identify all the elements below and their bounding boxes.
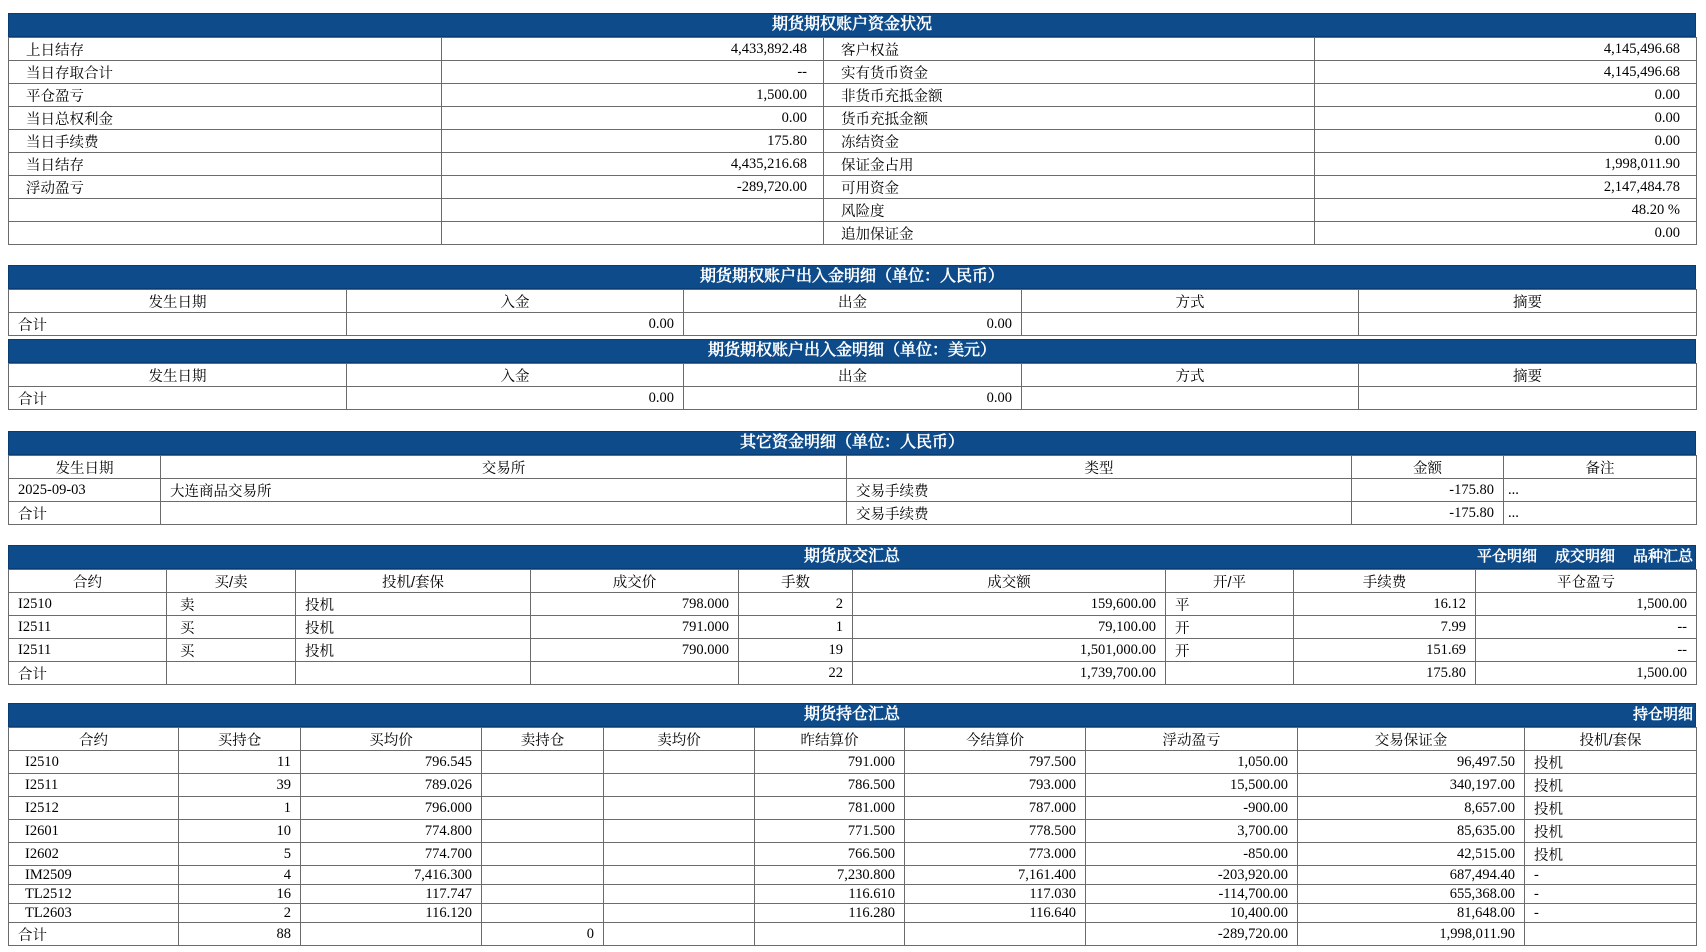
cell-contract: I2512	[9, 797, 179, 820]
cell-left-value: 1,500.00	[442, 84, 824, 107]
cell-right-value: 0.00	[1315, 84, 1697, 107]
position-summary-section	[8, 703, 1696, 946]
other-funds-title-bar	[8, 431, 1696, 455]
table-row	[9, 797, 1697, 820]
deposit-cny-title-bar	[8, 265, 1696, 289]
deposit-usd-title: 期货期权账户出入金明细（单位：美元）	[707, 342, 996, 359]
cell-spec-hedge: 投机	[1525, 820, 1697, 843]
cell-floating-pnl: -850.00	[1086, 843, 1298, 866]
other-funds-table	[8, 455, 1697, 525]
cell-buy-avg-price: 7,416.300	[301, 866, 482, 885]
deposit-usd-title-bar	[8, 339, 1696, 363]
column-header-row	[9, 456, 1697, 479]
deposit-usd-table	[8, 363, 1697, 410]
account-status-section	[8, 13, 1696, 245]
cell-contract: I2511	[9, 639, 167, 662]
column-header-sell-avg-price: 卖均价	[604, 728, 755, 751]
cell-close-pnl: 1,500.00	[1476, 662, 1697, 685]
column-header-summary: 摘要	[1359, 364, 1697, 387]
cell-left-label: 上日结存	[9, 38, 442, 61]
cell-spec-hedge	[1525, 923, 1697, 946]
table-row	[9, 904, 1697, 923]
cell-prev-settle: 116.280	[755, 904, 905, 923]
cell-sell-avg-price	[604, 923, 755, 946]
trade-detail-link[interactable]: 成交明细	[1554, 548, 1615, 565]
cell-fee: 16.12	[1294, 593, 1476, 616]
cell-floating-pnl: 10,400.00	[1086, 904, 1298, 923]
cell-prev-settle: 116.610	[755, 885, 905, 904]
cell-buy-sell	[167, 662, 296, 685]
column-header-date: 发生日期	[9, 290, 347, 313]
account-status-title: 期货期权账户资金状况	[771, 16, 932, 33]
cell-sell-position	[482, 904, 604, 923]
cell-today-settle: 793.000	[905, 774, 1086, 797]
cell-margin: 340,197.00	[1298, 774, 1525, 797]
cell-amount: -175.80	[1352, 479, 1504, 502]
cell-date: 2025-09-03	[9, 479, 161, 502]
cell-lots: 2	[739, 593, 853, 616]
column-header-lots: 手数	[739, 570, 853, 593]
cell-floating-pnl: 15,500.00	[1086, 774, 1298, 797]
cell-buy-avg-price: 774.800	[301, 820, 482, 843]
cell-sell-avg-price	[604, 797, 755, 820]
cell-spec-hedge: 投机	[1525, 797, 1697, 820]
trade-summary-links	[1459, 546, 1693, 568]
cell-buy-sell: 买	[167, 616, 296, 639]
cell-turnover: 1,739,700.00	[853, 662, 1166, 685]
cell-lots: 1	[739, 616, 853, 639]
cell-type: 交易手续费	[847, 502, 1352, 525]
cell-right-value: 48.20 %	[1315, 199, 1697, 222]
cell-right-value: 0.00	[1315, 130, 1697, 153]
column-header-date: 发生日期	[9, 364, 347, 387]
cell-sell-avg-price	[604, 820, 755, 843]
deposit-cny-table	[8, 289, 1697, 336]
cell-date: 合计	[9, 313, 347, 336]
cell-today-settle: 7,161.400	[905, 866, 1086, 885]
cell-buy-position: 11	[179, 751, 301, 774]
cell-lots: 19	[739, 639, 853, 662]
cell-sell-avg-price	[604, 843, 755, 866]
table-row	[9, 774, 1697, 797]
cell-left-label: 当日总权利金	[9, 107, 442, 130]
cell-left-value: 4,433,892.48	[442, 38, 824, 61]
cell-date: 合计	[9, 387, 347, 410]
cell-prev-settle	[755, 923, 905, 946]
column-header-buy-sell: 买/卖	[167, 570, 296, 593]
cell-buy-avg-price: 774.700	[301, 843, 482, 866]
table-row	[9, 751, 1697, 774]
cell-buy-position: 2	[179, 904, 301, 923]
cell-left-label: 当日结存	[9, 153, 442, 176]
cell-buy-avg-price	[301, 923, 482, 946]
cell-buy-avg-price: 789.026	[301, 774, 482, 797]
column-header-deposit: 入金	[347, 364, 684, 387]
cell-fee: 175.80	[1294, 662, 1476, 685]
cell-right-label: 追加保证金	[824, 222, 1315, 245]
column-header-turnover: 成交额	[853, 570, 1166, 593]
cell-open-close: 开	[1166, 616, 1294, 639]
close-position-detail-link[interactable]: 平仓明细	[1476, 548, 1537, 565]
cell-contract: TL2603	[9, 904, 179, 923]
cell-margin: 81,648.00	[1298, 904, 1525, 923]
cell-sell-position	[482, 820, 604, 843]
table-row	[9, 38, 1697, 61]
table-body	[9, 456, 1697, 525]
total-row	[9, 662, 1697, 685]
table-body	[9, 290, 1697, 336]
table-body	[9, 364, 1697, 410]
cell-right-label: 可用资金	[824, 176, 1315, 199]
cell-buy-avg-price: 117.747	[301, 885, 482, 904]
cell-margin: 96,497.50	[1298, 751, 1525, 774]
column-header-summary: 摘要	[1359, 290, 1697, 313]
cell-today-settle: 773.000	[905, 843, 1086, 866]
total-row	[9, 502, 1697, 525]
column-header-row	[9, 290, 1697, 313]
cell-spec-hedge: 投机	[1525, 843, 1697, 866]
cell-floating-pnl: -289,720.00	[1086, 923, 1298, 946]
cell-right-value: 0.00	[1315, 107, 1697, 130]
cell-right-value: 4,145,496.68	[1315, 61, 1697, 84]
cell-summary	[1359, 387, 1697, 410]
cell-left-label: 当日存取合计	[9, 61, 442, 84]
cell-sell-position	[482, 885, 604, 904]
column-header-exchange: 交易所	[161, 456, 847, 479]
cell-open-close	[1166, 662, 1294, 685]
column-header-withdrawal: 出金	[684, 364, 1022, 387]
cell-margin: 42,515.00	[1298, 843, 1525, 866]
table-row	[9, 153, 1697, 176]
position-summary-title-bar	[8, 703, 1696, 727]
cell-fee: 151.69	[1294, 639, 1476, 662]
column-header-amount: 金额	[1352, 456, 1504, 479]
cell-price: 791.000	[531, 616, 739, 639]
column-header-price: 成交价	[531, 570, 739, 593]
trade-summary-title: 期货成交汇总	[803, 548, 900, 565]
cell-contract: I2510	[9, 751, 179, 774]
table-body	[9, 728, 1697, 946]
column-header-today-settle: 今结算价	[905, 728, 1086, 751]
cell-buy-position: 88	[179, 923, 301, 946]
cell-right-label: 风险度	[824, 199, 1315, 222]
cell-contract: I2602	[9, 843, 179, 866]
cell-floating-pnl: -203,920.00	[1086, 866, 1298, 885]
table-row	[9, 222, 1697, 245]
cell-close-pnl: --	[1476, 639, 1697, 662]
deposit-usd-section	[8, 339, 1696, 410]
table-row	[9, 130, 1697, 153]
cell-today-settle: 797.500	[905, 751, 1086, 774]
cell-left-label	[9, 222, 442, 245]
product-summary-link[interactable]: 品种汇总	[1632, 548, 1693, 565]
column-header-floating-pnl: 浮动盈亏	[1086, 728, 1298, 751]
cell-prev-settle: 786.500	[755, 774, 905, 797]
cell-spec-hedge: -	[1525, 904, 1697, 923]
table-row	[9, 107, 1697, 130]
cell-contract: 合计	[9, 923, 179, 946]
cell-sell-position	[482, 751, 604, 774]
trade-summary-section	[8, 545, 1696, 685]
column-header-row	[9, 364, 1697, 387]
cell-buy-position: 16	[179, 885, 301, 904]
cell-right-label: 实有货币资金	[824, 61, 1315, 84]
cell-remark: ...	[1504, 502, 1697, 525]
cell-withdrawal: 0.00	[684, 387, 1022, 410]
table-row	[9, 885, 1697, 904]
cell-deposit: 0.00	[347, 387, 684, 410]
cell-sell-avg-price	[604, 751, 755, 774]
table-row	[9, 639, 1697, 662]
cell-left-label	[9, 199, 442, 222]
cell-buy-sell: 卖	[167, 593, 296, 616]
other-funds-section	[8, 431, 1696, 525]
cell-left-value: 4,435,216.68	[442, 153, 824, 176]
cell-contract: I2511	[9, 616, 167, 639]
cell-left-value	[442, 222, 824, 245]
cell-buy-position: 4	[179, 866, 301, 885]
cell-sell-avg-price	[604, 774, 755, 797]
total-row	[9, 923, 1697, 946]
cell-floating-pnl: 3,700.00	[1086, 820, 1298, 843]
cell-contract: 合计	[9, 662, 167, 685]
cell-turnover: 79,100.00	[853, 616, 1166, 639]
cell-prev-settle: 771.500	[755, 820, 905, 843]
table-row	[9, 84, 1697, 107]
cell-turnover: 1,501,000.00	[853, 639, 1166, 662]
position-summary-title: 期货持仓汇总	[803, 706, 900, 723]
cell-right-value: 0.00	[1315, 222, 1697, 245]
cell-margin: 655,368.00	[1298, 885, 1525, 904]
column-header-remark: 备注	[1504, 456, 1697, 479]
cell-sell-avg-price	[604, 904, 755, 923]
cell-right-label: 客户权益	[824, 38, 1315, 61]
cell-spec-hedge: 投机	[1525, 774, 1697, 797]
table-row	[9, 479, 1697, 502]
cell-margin: 687,494.40	[1298, 866, 1525, 885]
cell-floating-pnl: -900.00	[1086, 797, 1298, 820]
cell-today-settle: 116.640	[905, 904, 1086, 923]
cell-summary	[1359, 313, 1697, 336]
column-header-row	[9, 728, 1697, 751]
cell-contract: I2511	[9, 774, 179, 797]
cell-left-label: 平仓盈亏	[9, 84, 442, 107]
cell-spec-hedge: 投机	[296, 616, 531, 639]
column-header-withdrawal: 出金	[684, 290, 1022, 313]
cell-prev-settle: 766.500	[755, 843, 905, 866]
cell-buy-position: 1	[179, 797, 301, 820]
cell-floating-pnl: 1,050.00	[1086, 751, 1298, 774]
cell-margin: 85,635.00	[1298, 820, 1525, 843]
cell-exchange	[161, 502, 847, 525]
cell-price: 798.000	[531, 593, 739, 616]
column-header-deposit: 入金	[347, 290, 684, 313]
cell-open-close: 平	[1166, 593, 1294, 616]
cell-right-label: 货币充抵金额	[824, 107, 1315, 130]
cell-contract: TL2512	[9, 885, 179, 904]
cell-lots: 22	[739, 662, 853, 685]
column-header-prev-settle: 昨结算价	[755, 728, 905, 751]
account-status-title-bar	[8, 13, 1696, 37]
cell-exchange: 大连商品交易所	[161, 479, 847, 502]
cell-turnover: 159,600.00	[853, 593, 1166, 616]
column-header-contract: 合约	[9, 570, 167, 593]
trade-summary-table	[8, 569, 1697, 685]
total-row	[9, 387, 1697, 410]
cell-contract: I2510	[9, 593, 167, 616]
cell-margin: 1,998,011.90	[1298, 923, 1525, 946]
cell-method	[1022, 313, 1359, 336]
cell-left-value	[442, 199, 824, 222]
table-row	[9, 820, 1697, 843]
cell-buy-avg-price: 116.120	[301, 904, 482, 923]
position-detail-link[interactable]: 持仓明细	[1632, 706, 1693, 723]
cell-spec-hedge: -	[1525, 885, 1697, 904]
cell-remark: ...	[1504, 479, 1697, 502]
cell-withdrawal: 0.00	[684, 313, 1022, 336]
position-summary-table	[8, 727, 1697, 946]
cell-left-value: --	[442, 61, 824, 84]
cell-left-value: 175.80	[442, 130, 824, 153]
column-header-sell-position: 卖持仓	[482, 728, 604, 751]
cell-prev-settle: 7,230.800	[755, 866, 905, 885]
position-summary-links	[1615, 704, 1693, 726]
cell-sell-avg-price	[604, 866, 755, 885]
cell-buy-position: 10	[179, 820, 301, 843]
column-header-date: 发生日期	[9, 456, 161, 479]
table-row	[9, 866, 1697, 885]
table-row	[9, 199, 1697, 222]
cell-sell-position	[482, 866, 604, 885]
cell-price	[531, 662, 739, 685]
cell-spec-hedge: 投机	[296, 593, 531, 616]
table-row	[9, 61, 1697, 84]
column-header-row	[9, 570, 1697, 593]
deposit-cny-section	[8, 265, 1696, 336]
cell-sell-position	[482, 774, 604, 797]
cell-right-value: 2,147,484.78	[1315, 176, 1697, 199]
cell-spec-hedge	[296, 662, 531, 685]
table-row	[9, 593, 1697, 616]
column-header-type: 类型	[847, 456, 1352, 479]
cell-buy-avg-price: 796.545	[301, 751, 482, 774]
cell-spec-hedge: -	[1525, 866, 1697, 885]
cell-close-pnl: --	[1476, 616, 1697, 639]
column-header-fee: 手续费	[1294, 570, 1476, 593]
deposit-cny-title: 期货期权账户出入金明细（单位：人民币）	[699, 268, 1004, 285]
cell-deposit: 0.00	[347, 313, 684, 336]
column-header-open-close: 开/平	[1166, 570, 1294, 593]
column-header-spec-hedge: 投机/套保	[1525, 728, 1697, 751]
column-header-close-pnl: 平仓盈亏	[1476, 570, 1697, 593]
cell-method	[1022, 387, 1359, 410]
column-header-spec-hedge: 投机/套保	[296, 570, 531, 593]
cell-today-settle: 778.500	[905, 820, 1086, 843]
cell-right-value: 4,145,496.68	[1315, 38, 1697, 61]
cell-buy-avg-price: 796.000	[301, 797, 482, 820]
cell-left-value: 0.00	[442, 107, 824, 130]
cell-floating-pnl: -114,700.00	[1086, 885, 1298, 904]
cell-today-settle: 117.030	[905, 885, 1086, 904]
table-body	[9, 570, 1697, 685]
table-body	[9, 38, 1697, 245]
column-header-margin: 交易保证金	[1298, 728, 1525, 751]
trade-summary-title-bar	[8, 545, 1696, 569]
cell-fee: 7.99	[1294, 616, 1476, 639]
cell-buy-position: 39	[179, 774, 301, 797]
cell-spec-hedge: 投机	[1525, 751, 1697, 774]
cell-close-pnl: 1,500.00	[1476, 593, 1697, 616]
cell-margin: 8,657.00	[1298, 797, 1525, 820]
cell-contract: IM2509	[9, 866, 179, 885]
cell-open-close: 开	[1166, 639, 1294, 662]
account-status-table	[8, 37, 1697, 245]
cell-right-label: 保证金占用	[824, 153, 1315, 176]
cell-right-label: 非货币充抵金额	[824, 84, 1315, 107]
cell-right-label: 冻结资金	[824, 130, 1315, 153]
cell-spec-hedge: 投机	[296, 639, 531, 662]
cell-sell-position	[482, 843, 604, 866]
cell-type: 交易手续费	[847, 479, 1352, 502]
cell-left-label: 浮动盈亏	[9, 176, 442, 199]
cell-buy-position: 5	[179, 843, 301, 866]
cell-price: 790.000	[531, 639, 739, 662]
table-row	[9, 843, 1697, 866]
cell-today-settle: 787.000	[905, 797, 1086, 820]
cell-left-label: 当日手续费	[9, 130, 442, 153]
cell-sell-position	[482, 797, 604, 820]
table-row	[9, 616, 1697, 639]
cell-right-value: 1,998,011.90	[1315, 153, 1697, 176]
column-header-buy-avg-price: 买均价	[301, 728, 482, 751]
total-row	[9, 313, 1697, 336]
column-header-method: 方式	[1022, 290, 1359, 313]
column-header-method: 方式	[1022, 364, 1359, 387]
cell-date: 合计	[9, 502, 161, 525]
cell-today-settle	[905, 923, 1086, 946]
cell-sell-avg-price	[604, 885, 755, 904]
other-funds-title: 其它资金明细（单位：人民币）	[739, 434, 964, 451]
cell-buy-sell: 买	[167, 639, 296, 662]
cell-prev-settle: 781.000	[755, 797, 905, 820]
cell-prev-settle: 791.000	[755, 751, 905, 774]
cell-sell-position: 0	[482, 923, 604, 946]
cell-amount: -175.80	[1352, 502, 1504, 525]
column-header-contract: 合约	[9, 728, 179, 751]
cell-left-value: -289,720.00	[442, 176, 824, 199]
cell-contract: I2601	[9, 820, 179, 843]
column-header-buy-position: 买持仓	[179, 728, 301, 751]
table-row	[9, 176, 1697, 199]
